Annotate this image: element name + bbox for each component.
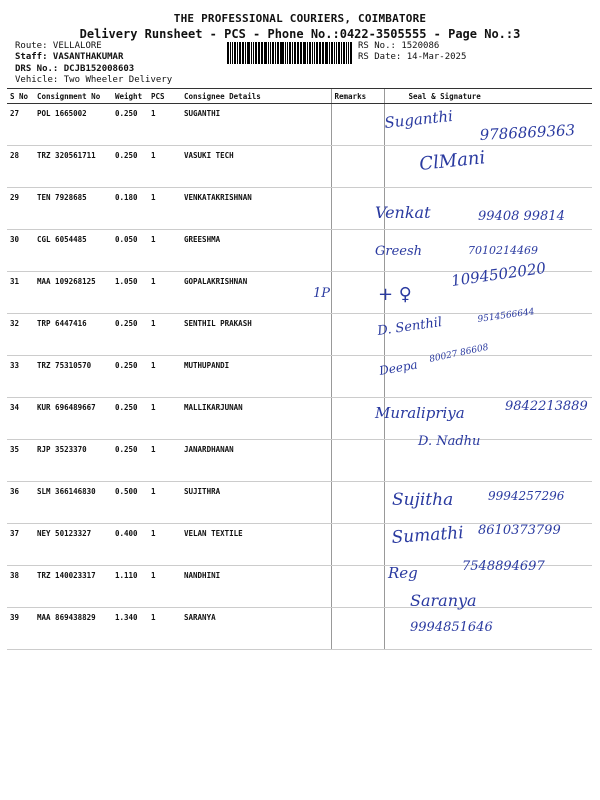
- handwritten-phone: 8610373799: [478, 523, 561, 538]
- remarks-cell: [331, 524, 384, 566]
- consignee-name: GREESHMA: [181, 230, 331, 272]
- runsheet-table: [7, 88, 592, 650]
- col-sno: S No: [7, 89, 34, 104]
- weight: 0.250: [112, 104, 148, 146]
- table-row: [7, 524, 592, 566]
- vehicle-label: Vehicle: Two Wheeler Delivery: [15, 75, 173, 85]
- table-row: [7, 482, 592, 524]
- consignee-name: VENKATAKRISHNAN: [181, 188, 331, 230]
- table-row: [7, 104, 592, 146]
- handwritten-phone: 9514566644: [477, 307, 536, 325]
- pcs: 1: [148, 356, 181, 398]
- consignee-name: MUTHUPANDI: [181, 356, 331, 398]
- runsheet-subtitle: Delivery Runsheet - PCS - Phone No.:0422-3505555 - Page No.:3: [79, 27, 521, 41]
- weight: 0.250: [112, 440, 148, 482]
- remarks-cell: [331, 440, 384, 482]
- signature-cell: [384, 524, 592, 566]
- signature-cell: [384, 356, 592, 398]
- row-sno: 34: [7, 398, 34, 440]
- signature-cell: [384, 188, 592, 230]
- handwritten-signature: D. Senthil: [376, 315, 444, 339]
- consignment-no: KUR 696489667: [34, 398, 112, 440]
- row-sno: 29: [7, 188, 34, 230]
- consignee-name: JANARDHANAN: [181, 440, 331, 482]
- table-row: [7, 314, 592, 356]
- handwritten-signature: Greesh: [375, 244, 423, 259]
- consignment-no: MAA 109268125: [34, 272, 112, 314]
- handwritten-phone: 9994257296: [488, 489, 565, 503]
- pcs: 1: [148, 146, 181, 188]
- handwritten-phone: 9786869363: [479, 121, 576, 144]
- weight: 0.180: [112, 188, 148, 230]
- consignment-no: TRP 6447416: [34, 314, 112, 356]
- consignee-name: VASUKI TECH: [181, 146, 331, 188]
- signature-cell: [384, 608, 592, 650]
- pcs: 1: [148, 608, 181, 650]
- row-sno: 39: [7, 608, 34, 650]
- rs-date: RS Date: 14-Mar-2025: [358, 52, 467, 62]
- weight: 0.050: [112, 230, 148, 272]
- signature-cell: [384, 104, 592, 146]
- table-row: [7, 356, 592, 398]
- signature-cell: [384, 566, 592, 608]
- consignment-no: MAA 869438829: [34, 608, 112, 650]
- row-sno: 37: [7, 524, 34, 566]
- table-row: [7, 146, 592, 188]
- table-row: [7, 398, 592, 440]
- signature-cell: [384, 314, 592, 356]
- weight: 0.400: [112, 524, 148, 566]
- consignment-no: POL 1665002: [34, 104, 112, 146]
- pcs: 1: [148, 272, 181, 314]
- col-signature: Seal & Signature: [384, 89, 592, 104]
- consignee-name: GOPALAKRISHNAN: [181, 272, 331, 314]
- table-header-row: [7, 89, 592, 104]
- signature-cell: [384, 398, 592, 440]
- staff-label: Staff: VASANTHAKUMAR: [15, 52, 124, 62]
- handwritten-signature: D. Nadhu: [418, 434, 481, 449]
- consignment-no: SLM 366146830: [34, 482, 112, 524]
- handwritten-signature: Deepa: [378, 357, 419, 378]
- handwritten-signature: + ♀: [378, 284, 412, 305]
- handwritten-signature: Venkat: [375, 203, 431, 222]
- consignee-name: SENTHIL PRAKASH: [181, 314, 331, 356]
- signature-cell: [384, 482, 592, 524]
- table-row: [7, 188, 592, 230]
- table-row: [7, 272, 592, 314]
- handwritten-phone: 7010214469: [468, 244, 538, 257]
- row-sno: 32: [7, 314, 34, 356]
- row-sno: 35: [7, 440, 34, 482]
- consignment-no: RJP 3523370: [34, 440, 112, 482]
- consignee-name: NANDHINI: [181, 566, 331, 608]
- remarks-cell: [331, 482, 384, 524]
- handwritten-signature: Muralipriya: [375, 404, 465, 422]
- handwritten-remark: 1P: [313, 286, 331, 301]
- consignment-no: TEN 7928685: [34, 188, 112, 230]
- consignee-name: MALLIKARJUNAN: [181, 398, 331, 440]
- remarks-cell: [331, 146, 384, 188]
- col-remarks: Remarks: [331, 89, 384, 104]
- remarks-cell: [331, 104, 384, 146]
- handwritten-phone: 7548894697: [462, 559, 545, 574]
- table-body: [7, 104, 592, 650]
- company-title: THE PROFESSIONAL COURIERS, COIMBATORE: [173, 12, 427, 25]
- weight: 1.050: [112, 272, 148, 314]
- drs-number: DRS No.: DCJB152008603: [15, 64, 135, 74]
- signature-cell: [384, 272, 592, 314]
- remarks-cell: [331, 230, 384, 272]
- remarks-cell: [331, 314, 384, 356]
- row-sno: 38: [7, 566, 34, 608]
- remarks-cell: [331, 566, 384, 608]
- pcs: 1: [148, 230, 181, 272]
- rs-number: RS No.: 1520086: [358, 41, 440, 51]
- row-sno: 31: [7, 272, 34, 314]
- weight: 0.250: [112, 146, 148, 188]
- weight: 1.340: [112, 608, 148, 650]
- pcs: 1: [148, 398, 181, 440]
- handwritten-signature: ClMani: [418, 147, 487, 175]
- weight: 0.250: [112, 398, 148, 440]
- consignment-no: TRZ 320561711: [34, 146, 112, 188]
- row-sno: 33: [7, 356, 34, 398]
- handwritten-signature: Saranya: [410, 591, 477, 610]
- col-consignment: Consignment No: [34, 89, 112, 104]
- handwritten-signature: Suganthi: [383, 106, 454, 132]
- remarks-cell: [331, 398, 384, 440]
- handwritten-signature: Sumathi: [390, 523, 465, 548]
- handwritten-signature: Reg: [388, 564, 418, 582]
- pcs: 1: [148, 524, 181, 566]
- pcs: 1: [148, 566, 181, 608]
- barcode-image: [227, 42, 353, 64]
- handwritten-phone: 9842213889: [505, 399, 588, 414]
- consignment-no: TRZ 75310570: [34, 356, 112, 398]
- pcs: 1: [148, 188, 181, 230]
- col-weight: Weight: [112, 89, 148, 104]
- handwritten-phone: 9994851646: [410, 620, 493, 635]
- weight: 0.500: [112, 482, 148, 524]
- consignment-no: CGL 6054485: [34, 230, 112, 272]
- consignee-name: SUJITHRA: [181, 482, 331, 524]
- pcs: 1: [148, 482, 181, 524]
- remarks-cell: [331, 188, 384, 230]
- col-consignee: Consignee Details: [181, 89, 331, 104]
- table-row: [7, 608, 592, 650]
- consignment-no: NEY 50123327: [34, 524, 112, 566]
- consignee-name: VELAN TEXTILE: [181, 524, 331, 566]
- pcs: 1: [148, 440, 181, 482]
- weight: 1.110: [112, 566, 148, 608]
- route-label: Route: VELLALORE: [15, 41, 102, 51]
- weight: 0.250: [112, 314, 148, 356]
- signature-cell: [384, 146, 592, 188]
- remarks-cell: [331, 272, 384, 314]
- table-row: [7, 230, 592, 272]
- weight: 0.250: [112, 356, 148, 398]
- handwritten-phone: 99408 99814: [478, 209, 565, 224]
- table-row: [7, 440, 592, 482]
- row-sno: 28: [7, 146, 34, 188]
- col-pcs: PCS: [148, 89, 181, 104]
- handwritten-phone: 1094502020: [450, 258, 548, 290]
- consignment-no: TRZ 140023317: [34, 566, 112, 608]
- remarks-cell: [331, 608, 384, 650]
- signature-cell: [384, 230, 592, 272]
- signature-cell: [384, 440, 592, 482]
- handwritten-signature: Sujitha: [392, 490, 454, 510]
- table-row: [7, 566, 592, 608]
- pcs: 1: [148, 314, 181, 356]
- row-sno: 27: [7, 104, 34, 146]
- handwritten-phone: 80027 86608: [428, 342, 490, 365]
- row-sno: 36: [7, 482, 34, 524]
- consignee-name: SUGANTHI: [181, 104, 331, 146]
- pcs: 1: [148, 104, 181, 146]
- remarks-cell: [331, 356, 384, 398]
- consignee-name: SARANYA: [181, 608, 331, 650]
- row-sno: 30: [7, 230, 34, 272]
